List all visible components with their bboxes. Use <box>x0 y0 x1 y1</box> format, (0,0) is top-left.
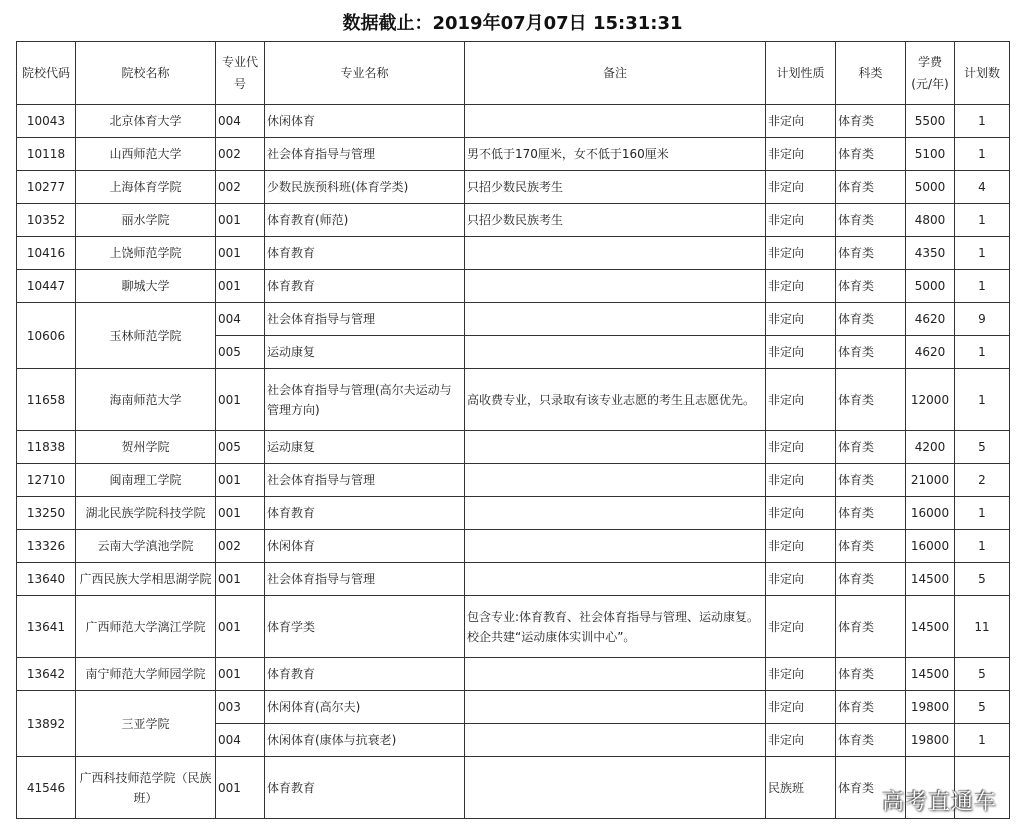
cell-major-code: 001 <box>216 464 265 497</box>
cell-category: 体育类 <box>836 658 906 691</box>
cell-major-name: 体育教育 <box>265 270 465 303</box>
table-row <box>17 530 1010 563</box>
cell-plan-count: 9 <box>955 303 1010 336</box>
cell-tuition: 4200 <box>906 431 955 464</box>
cell-category: 体育类 <box>836 724 906 757</box>
cell-school-code: 11838 <box>17 431 76 464</box>
cell-major-code: 001 <box>216 596 265 658</box>
cell-major-code: 001 <box>216 270 265 303</box>
table-row <box>17 497 1010 530</box>
cell-school-name: 广西民族大学相思湖学院 <box>76 563 216 596</box>
cell-category: 体育类 <box>836 237 906 270</box>
cell-tuition: 5000 <box>906 171 955 204</box>
cell-plan-count: 5 <box>955 658 1010 691</box>
table-row <box>17 204 1010 237</box>
cell-category: 体育类 <box>836 497 906 530</box>
table-row <box>17 658 1010 691</box>
cell-major-name: 体育教育 <box>265 237 465 270</box>
cell-plan-type: 非定向 <box>766 464 836 497</box>
cell-note <box>465 270 766 303</box>
cell-plan-type: 非定向 <box>766 431 836 464</box>
cell-school-name: 贺州学院 <box>76 431 216 464</box>
cell-note: 只招少数民族考生 <box>465 204 766 237</box>
cell-major-name: 体育教育 <box>265 497 465 530</box>
cell-category: 体育类 <box>836 105 906 138</box>
enrollment-plan-table <box>16 41 1010 819</box>
cell-school-code: 13640 <box>17 563 76 596</box>
cell-tuition: 5000 <box>906 270 955 303</box>
header-plan-count: 计划数 <box>955 42 1010 105</box>
header-note: 备注 <box>465 42 766 105</box>
cell-major-name: 体育教育 <box>265 757 465 819</box>
table-row <box>17 464 1010 497</box>
table-row <box>17 596 1010 658</box>
cell-school-code: 10606 <box>17 303 76 369</box>
cell-tuition: 5100 <box>906 138 955 171</box>
cell-school-code: 10043 <box>17 105 76 138</box>
table-row <box>17 138 1010 171</box>
table-header-row <box>17 42 1010 105</box>
table-row <box>17 691 1010 724</box>
watermark-text: 高考直通车 <box>881 790 997 815</box>
cell-plan-count: 1 <box>955 724 1010 757</box>
table-row <box>17 757 1010 819</box>
header-major-name: 专业名称 <box>265 42 465 105</box>
cell-major-name: 社会体育指导与管理 <box>265 303 465 336</box>
cell-major-code: 002 <box>216 138 265 171</box>
cell-tuition: 12000 <box>906 369 955 431</box>
cell-category: 体育类 <box>836 138 906 171</box>
cell-school-code: 13641 <box>17 596 76 658</box>
cell-major-name: 体育教育 <box>265 658 465 691</box>
cell-school-name: 广西科技师范学院（民族班） <box>76 757 216 819</box>
cell-plan-type: 非定向 <box>766 138 836 171</box>
header-tuition: 学费(元/年) <box>906 42 955 105</box>
cell-major-code: 005 <box>216 431 265 464</box>
cell-category: 体育类 <box>836 336 906 369</box>
cell-school-code: 10447 <box>17 270 76 303</box>
cell-plan-type: 非定向 <box>766 270 836 303</box>
cell-major-name: 社会体育指导与管理 <box>265 138 465 171</box>
table-row <box>17 369 1010 431</box>
cell-plan-type: 非定向 <box>766 563 836 596</box>
cell-plan-count: 1 <box>955 105 1010 138</box>
table-row <box>17 563 1010 596</box>
table-row <box>17 431 1010 464</box>
cell-plan-type: 非定向 <box>766 105 836 138</box>
cell-plan-type: 非定向 <box>766 303 836 336</box>
cell-tuition: 4620 <box>906 336 955 369</box>
cell-note: 高收费专业，只录取有该专业志愿的考生且志愿优先。 <box>465 369 766 431</box>
cell-plan-type: 非定向 <box>766 369 836 431</box>
cell-school-name: 玉林师范学院 <box>76 303 216 369</box>
cell-school-name: 南宁师范大学师园学院 <box>76 658 216 691</box>
cell-major-name: 社会体育指导与管理 <box>265 464 465 497</box>
cell-note: 只招少数民族考生 <box>465 171 766 204</box>
cell-note <box>465 757 766 819</box>
cell-major-code: 001 <box>216 563 265 596</box>
cell-major-code: 004 <box>216 105 265 138</box>
cell-major-code: 002 <box>216 530 265 563</box>
cell-major-code: 004 <box>216 724 265 757</box>
cell-category: 体育类 <box>836 270 906 303</box>
cell-school-code: 12710 <box>17 464 76 497</box>
cell-note <box>465 464 766 497</box>
cell-plan-type: 非定向 <box>766 237 836 270</box>
cell-tuition: 14500 <box>906 658 955 691</box>
cell-tuition: 4620 <box>906 303 955 336</box>
cell-note <box>465 105 766 138</box>
cell-major-name: 体育教育(师范) <box>265 204 465 237</box>
cell-plan-type: 民族班 <box>766 757 836 819</box>
cell-major-name: 少数民族预科班(体育学类) <box>265 171 465 204</box>
cell-major-code: 001 <box>216 204 265 237</box>
cell-plan-count: 1 <box>955 204 1010 237</box>
cell-note <box>465 497 766 530</box>
cell-tuition: 14500 <box>906 563 955 596</box>
cell-major-name: 休闲体育 <box>265 105 465 138</box>
header-plan-type: 计划性质 <box>766 42 836 105</box>
cell-school-name: 云南大学滇池学院 <box>76 530 216 563</box>
header-major-code: 专业代号 <box>216 42 265 105</box>
table-row <box>17 171 1010 204</box>
cell-note <box>465 724 766 757</box>
cell-plan-count: 1 <box>955 237 1010 270</box>
cell-major-code: 005 <box>216 336 265 369</box>
cell-tuition: 5500 <box>906 105 955 138</box>
cell-school-code: 10118 <box>17 138 76 171</box>
header-category: 科类 <box>836 42 906 105</box>
cell-school-name: 上海体育学院 <box>76 171 216 204</box>
cell-school-name: 山西师范大学 <box>76 138 216 171</box>
cell-plan-count: 11 <box>955 596 1010 658</box>
cell-major-code: 001 <box>216 369 265 431</box>
cell-tuition: 14500 <box>906 596 955 658</box>
cell-category: 体育类 <box>836 303 906 336</box>
cell-major-code: 001 <box>216 757 265 819</box>
cell-major-code: 003 <box>216 691 265 724</box>
cell-major-code: 001 <box>216 497 265 530</box>
cell-school-name: 上饶师范学院 <box>76 237 216 270</box>
cell-school-code: 10416 <box>17 237 76 270</box>
cell-school-code: 13642 <box>17 658 76 691</box>
cell-plan-type: 非定向 <box>766 204 836 237</box>
cell-major-code: 002 <box>216 171 265 204</box>
cell-note: 男不低于170厘米，女不低于160厘米 <box>465 138 766 171</box>
cell-major-name: 休闲体育(高尔夫) <box>265 691 465 724</box>
cell-plan-type: 非定向 <box>766 658 836 691</box>
cell-plan-type: 非定向 <box>766 171 836 204</box>
cell-plan-count: 5 <box>955 691 1010 724</box>
cell-plan-count: 1 <box>955 369 1010 431</box>
cell-category: 体育类 <box>836 530 906 563</box>
cell-major-code: 004 <box>216 303 265 336</box>
cell-school-code: 10277 <box>17 171 76 204</box>
cell-school-name: 三亚学院 <box>76 691 216 757</box>
cell-category: 体育类 <box>836 431 906 464</box>
table-row <box>17 105 1010 138</box>
cell-plan-count: 1 <box>955 138 1010 171</box>
cell-major-name: 运动康复 <box>265 336 465 369</box>
cell-major-name: 社会体育指导与管理(高尔夫运动与管理方向) <box>265 369 465 431</box>
cell-plan-count: 5 <box>955 431 1010 464</box>
cell-school-code: 13892 <box>17 691 76 757</box>
table-row <box>17 270 1010 303</box>
cell-plan-type: 非定向 <box>766 497 836 530</box>
cell-school-name: 北京体育大学 <box>76 105 216 138</box>
cell-tuition: 19800 <box>906 691 955 724</box>
cell-tuition: 4800 <box>906 204 955 237</box>
cell-note <box>465 563 766 596</box>
cell-school-code: 41546 <box>17 757 76 819</box>
cell-school-code: 11658 <box>17 369 76 431</box>
cell-category: 体育类 <box>836 757 906 819</box>
cell-school-name: 闽南理工学院 <box>76 464 216 497</box>
cell-school-name: 湖北民族学院科技学院 <box>76 497 216 530</box>
cell-major-code: 001 <box>216 658 265 691</box>
cell-note <box>465 530 766 563</box>
cell-school-code: 13326 <box>17 530 76 563</box>
cell-plan-count: 5 <box>955 563 1010 596</box>
cell-category: 体育类 <box>836 691 906 724</box>
cell-plan-type: 非定向 <box>766 724 836 757</box>
cell-tuition: 19800 <box>906 724 955 757</box>
cell-plan-type: 非定向 <box>766 336 836 369</box>
cell-category: 体育类 <box>836 171 906 204</box>
header-school-name: 院校名称 <box>76 42 216 105</box>
cell-plan-type: 非定向 <box>766 530 836 563</box>
cell-school-name: 丽水学院 <box>76 204 216 237</box>
cell-major-name: 休闲体育 <box>265 530 465 563</box>
cell-plan-count: 1 <box>955 336 1010 369</box>
cell-major-code: 001 <box>216 237 265 270</box>
cell-category: 体育类 <box>836 563 906 596</box>
cell-plan-type: 非定向 <box>766 691 836 724</box>
cell-note: 包含专业:体育教育、社会体育指导与管理、运动康复。校企共建“运动康体实训中心”。 <box>465 596 766 658</box>
cell-school-name: 广西师范大学漓江学院 <box>76 596 216 658</box>
cell-plan-count: 2 <box>955 464 1010 497</box>
cell-major-name: 运动康复 <box>265 431 465 464</box>
cell-note <box>465 431 766 464</box>
cell-note <box>465 303 766 336</box>
cell-school-name: 聊城大学 <box>76 270 216 303</box>
cell-note <box>465 336 766 369</box>
cell-major-name: 休闲体育(康体与抗衰老) <box>265 724 465 757</box>
cell-note <box>465 658 766 691</box>
cell-note <box>465 237 766 270</box>
cell-major-name: 体育学类 <box>265 596 465 658</box>
table-row <box>17 303 1010 336</box>
cell-school-name: 海南师范大学 <box>76 369 216 431</box>
cell-category: 体育类 <box>836 369 906 431</box>
table-row <box>17 237 1010 270</box>
cell-school-code: 13250 <box>17 497 76 530</box>
cell-tuition: 16000 <box>906 497 955 530</box>
cell-category: 体育类 <box>836 596 906 658</box>
cell-plan-count: 1 <box>955 497 1010 530</box>
cell-note <box>465 691 766 724</box>
cell-category: 体育类 <box>836 204 906 237</box>
cell-category: 体育类 <box>836 464 906 497</box>
cell-tuition: 21000 <box>906 464 955 497</box>
cell-tuition: 16000 <box>906 530 955 563</box>
cell-tuition: 4350 <box>906 237 955 270</box>
cell-plan-count: 4 <box>955 171 1010 204</box>
cell-plan-type: 非定向 <box>766 596 836 658</box>
cell-plan-count: 1 <box>955 530 1010 563</box>
header-school-code: 院校代码 <box>17 42 76 105</box>
cell-plan-count: 1 <box>955 270 1010 303</box>
cell-school-code: 10352 <box>17 204 76 237</box>
cell-major-name: 社会体育指导与管理 <box>265 563 465 596</box>
page-title: 数据截止：2019年07月07日 15:31:31 <box>342 13 683 34</box>
